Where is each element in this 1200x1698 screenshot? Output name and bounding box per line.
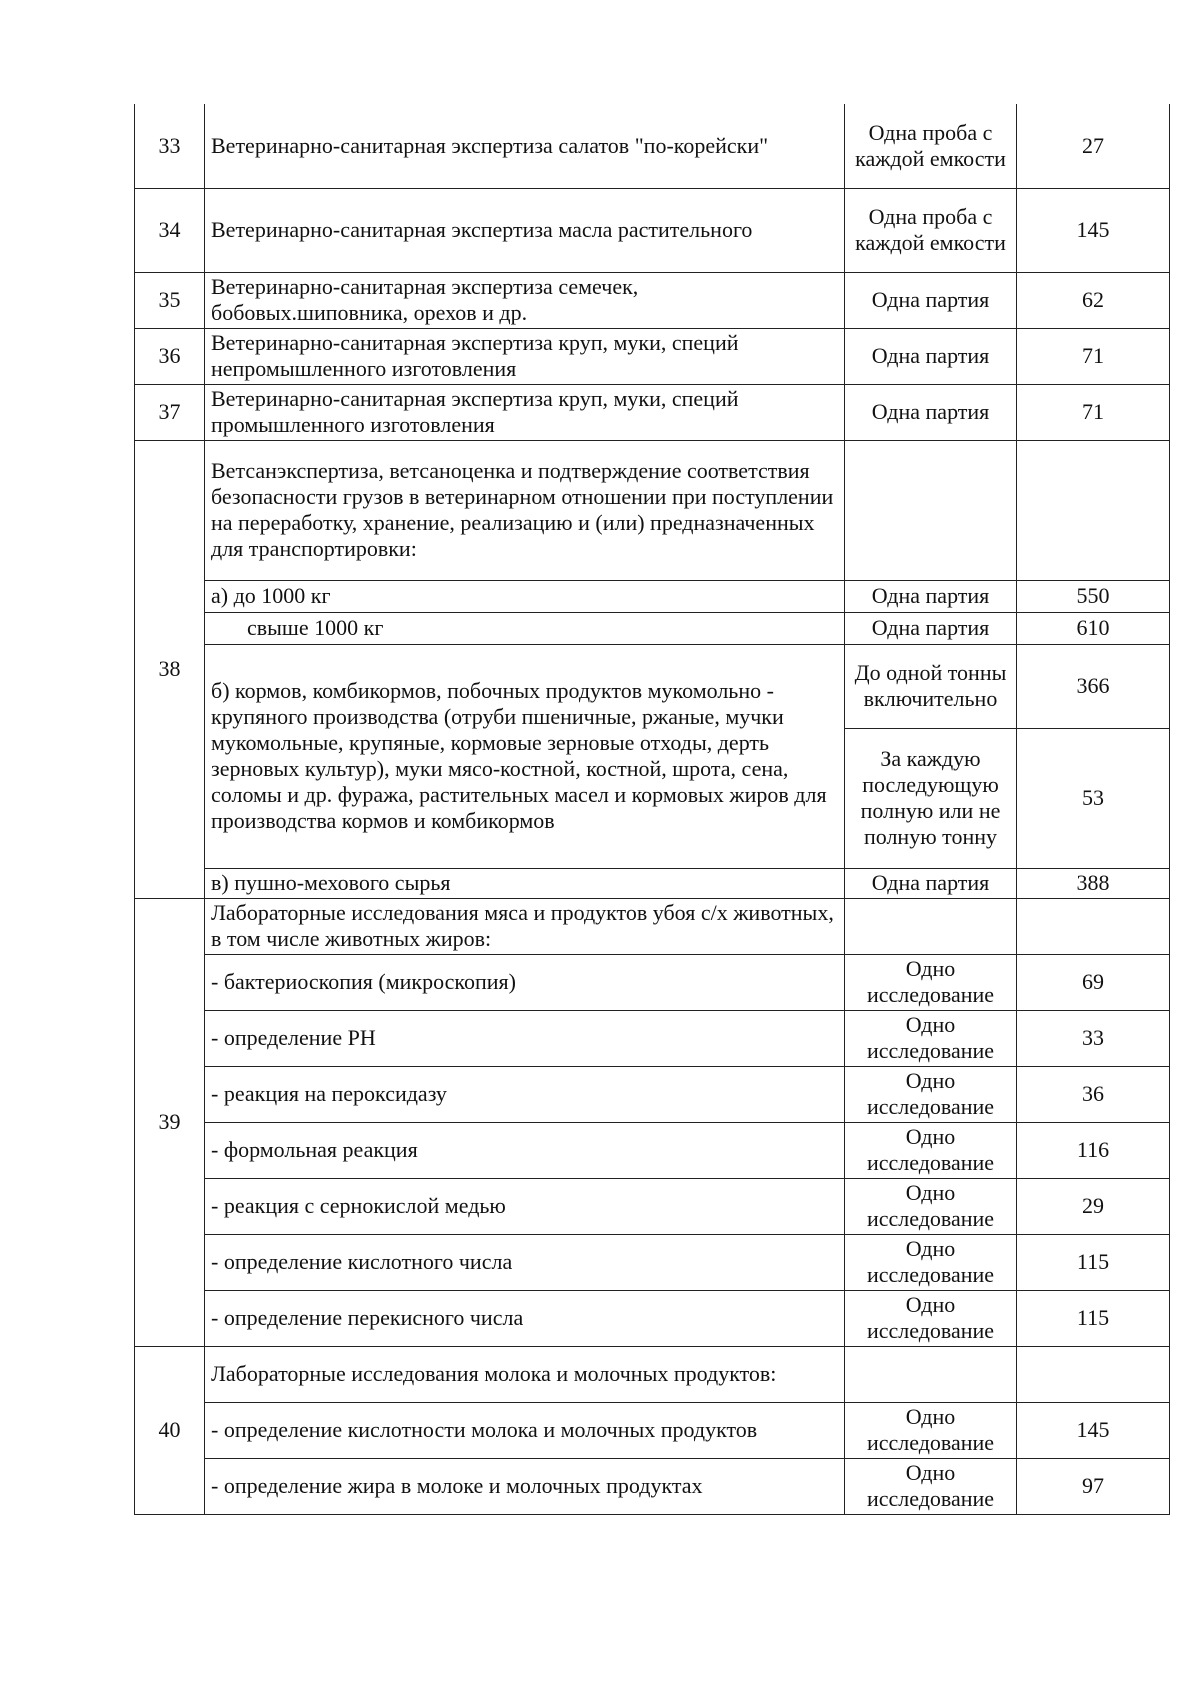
table-row (135, 1290, 1170, 1346)
row-description: Ветеринарно-санитарная экспертиза семечек, бобовых.шиповника, орехов и др. (205, 272, 845, 328)
section-header: Лабораторные исследования молока и молочных продуктов: (205, 1346, 845, 1402)
row-unit: Одно исследование (845, 1010, 1017, 1066)
row-unit: Одно исследование (845, 1290, 1017, 1346)
row-description: Ветеринарно-санитарная экспертиза масла растительного (205, 188, 845, 272)
row-number: 39 (135, 898, 205, 1346)
row-unit: Одно исследование (845, 954, 1017, 1010)
table-row (135, 1458, 1170, 1514)
row-price: 69 (1017, 954, 1170, 1010)
row-number: 40 (135, 1346, 205, 1514)
table-row (135, 272, 1170, 328)
row-description: а) до 1000 кг (205, 580, 845, 612)
table-row (135, 328, 1170, 384)
table-row (135, 954, 1170, 1010)
table-row (135, 1402, 1170, 1458)
row-unit (845, 440, 1017, 580)
row-description: Ветеринарно-санитарная экспертиза круп, муки, специй непромышленного изготовления (205, 328, 845, 384)
row-number: 38 (135, 440, 205, 898)
table-row (135, 612, 1170, 644)
row-price (1017, 440, 1170, 580)
row-description: - реакция с сернокислой медью (205, 1178, 845, 1234)
row-description: - бактериоскопия (микроскопия) (205, 954, 845, 1010)
table-row (135, 868, 1170, 898)
row-unit (845, 1346, 1017, 1402)
table-row (135, 580, 1170, 612)
row-unit: За каждую последующую полную или не полную тонну (845, 728, 1017, 868)
row-unit: Одно исследование (845, 1402, 1017, 1458)
row-number: 33 (135, 104, 205, 188)
row-price: 115 (1017, 1234, 1170, 1290)
row-description: - определение кислотного числа (205, 1234, 845, 1290)
row-price: 29 (1017, 1178, 1170, 1234)
row-unit: Одна партия (845, 580, 1017, 612)
row-price: 550 (1017, 580, 1170, 612)
row-unit: Одна партия (845, 612, 1017, 644)
row-unit: Одна партия (845, 384, 1017, 440)
row-unit: Одно исследование (845, 1066, 1017, 1122)
price-table (134, 104, 1170, 1515)
row-description: б) кормов, комбикормов, побочных продуктов мукомольно - крупяного производства (отруби пшеничные, ржаные, мучки мукомольные, крупяные, кормовые зерновые отходы, дерть зерновых культур), муки мясо-костной, костной, шрота, сена, соломы и др. фуража, растительных масел и кормовых жиров для производства кормов и комбикормов (205, 644, 845, 868)
row-unit: Одна проба с каждой емкости (845, 188, 1017, 272)
row-number: 34 (135, 188, 205, 272)
row-unit: Одно исследование (845, 1122, 1017, 1178)
row-price: 116 (1017, 1122, 1170, 1178)
row-unit: Одно исследование (845, 1234, 1017, 1290)
row-description: - определение жира в молоке и молочных продуктах (205, 1458, 845, 1514)
row-price: 610 (1017, 612, 1170, 644)
row-price: 27 (1017, 104, 1170, 188)
row-price: 97 (1017, 1458, 1170, 1514)
table-row (135, 188, 1170, 272)
row-price: 366 (1017, 644, 1170, 728)
row-description: свыше 1000 кг (205, 612, 845, 644)
row-description: Ветеринарно-санитарная экспертиза салатов "по-корейски" (205, 104, 845, 188)
row-description: - определение кислотности молока и молочных продуктов (205, 1402, 845, 1458)
row-price (1017, 898, 1170, 954)
row-unit: Одно исследование (845, 1178, 1017, 1234)
section-header: Лабораторные исследования мяса и продуктов убоя с/х животных, в том числе животных жиров: (205, 898, 845, 954)
table-row (135, 104, 1170, 188)
table-row (135, 898, 1170, 954)
row-price: 71 (1017, 328, 1170, 384)
row-description: в) пушно-мехового сырья (205, 868, 845, 898)
row-price: 71 (1017, 384, 1170, 440)
section-header: Ветсанэкспертиза, ветсаноценка и подтверждение соответствия безопасности грузов в ветеринарном отношении при поступлении на переработку, хранение, реализацию и (или) предназначенных для транспортировки: (205, 440, 845, 580)
table-row (135, 1178, 1170, 1234)
table-row (135, 644, 1170, 728)
row-price (1017, 1346, 1170, 1402)
table-row (135, 1122, 1170, 1178)
row-price: 115 (1017, 1290, 1170, 1346)
row-price: 388 (1017, 868, 1170, 898)
table-row (135, 440, 1170, 580)
table-row (135, 1234, 1170, 1290)
row-unit: Одна партия (845, 868, 1017, 898)
row-unit: Одна проба с каждой емкости (845, 104, 1017, 188)
table-row (135, 1346, 1170, 1402)
row-unit: Одно исследование (845, 1458, 1017, 1514)
row-number: 35 (135, 272, 205, 328)
row-description: - определение РН (205, 1010, 845, 1066)
row-description: - определение перекисного числа (205, 1290, 845, 1346)
row-number: 36 (135, 328, 205, 384)
row-unit: До одной тонны включительно (845, 644, 1017, 728)
table-row (135, 1066, 1170, 1122)
row-number: 37 (135, 384, 205, 440)
row-price: 145 (1017, 188, 1170, 272)
table-row (135, 1010, 1170, 1066)
row-description: - формольная реакция (205, 1122, 845, 1178)
row-description: - реакция на пероксидазу (205, 1066, 845, 1122)
row-price: 33 (1017, 1010, 1170, 1066)
row-price: 145 (1017, 1402, 1170, 1458)
row-unit (845, 898, 1017, 954)
row-description: Ветеринарно-санитарная экспертиза круп, муки, специй промышленного изготовления (205, 384, 845, 440)
table-row (135, 384, 1170, 440)
row-price: 53 (1017, 728, 1170, 868)
row-unit: Одна партия (845, 272, 1017, 328)
row-unit: Одна партия (845, 328, 1017, 384)
row-price: 62 (1017, 272, 1170, 328)
row-price: 36 (1017, 1066, 1170, 1122)
